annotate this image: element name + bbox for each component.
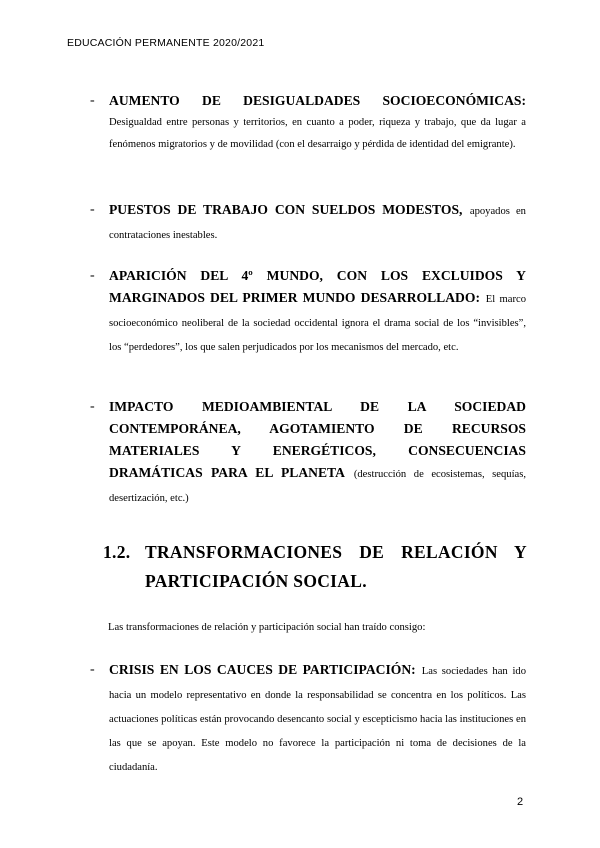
section-number: 1.2.	[103, 542, 131, 562]
list-dash: -	[90, 202, 95, 217]
item-heading: IMPACTO MEDIOAMBIENTAL DE LA SOCIEDAD CONTEMPORÁNEA, AGOTAMIENTO DE RECURSOS MATERIALES Y ENERGÉTICOS, CONSECUENCIAS DRAMÁTICAS PARA EL PLANETA	[109, 399, 526, 480]
page-number: 2	[517, 796, 524, 808]
list-item	[90, 199, 526, 247]
intro-paragraph: Las transformaciones de relación y participación social han traído consigo:	[108, 622, 426, 633]
item-text: Desigualdad entre personas y territorios, en cuanto a poder, riqueza y trabajo, que da lugar a fenómenos migratorios y de movilidad (con el desarraigo y pérdida de identidad del emigrante).	[109, 117, 526, 150]
item-heading-line1: APARICIÓN DEL 4º MUNDO, CON LOS EXCLUIDOS Y	[109, 268, 526, 283]
item-text: apoyados en contrataciones inestables.	[109, 206, 526, 241]
section-title-line2: PARTICIPACIÓN SOCIAL.	[145, 571, 367, 591]
list-item	[90, 90, 526, 156]
item-heading: CRISIS EN LOS CAUCES DE PARTICIPACIÓN:	[109, 662, 416, 677]
item-heading: PUESTOS DE TRABAJO CON SUELDOS MODESTOS,	[109, 202, 463, 217]
item-text: Las sociedades han ido hacia un modelo representativo en donde la responsabilidad se concentra en los políticos. Las actuaciones políticas están provocando desencanto social y escepticismo hacia las instituciones en las que se apoyan. Este modelo no favorece la participación ni toma de decisiones de la ciudadanía.	[109, 666, 527, 773]
item-text: (destrucción de ecosistemas, sequías, desertización, etc.)	[109, 469, 527, 504]
item-heading-line2: MARGINADOS DEL PRIMER MUNDO DESARROLLADO:	[109, 290, 480, 305]
list-dash: -	[90, 93, 95, 108]
item-heading: AUMENTO DE DESIGUALDADES SOCIOECONÓMICAS:	[109, 93, 526, 108]
section-title-line1: TRANSFORMACIONES DE RELACIÓN Y	[145, 542, 527, 562]
section-heading	[103, 538, 527, 596]
list-dash: -	[90, 268, 95, 283]
list-item	[90, 659, 526, 779]
item-text: El marco socioeconómico neoliberal de la sociedad occidental ignora el drama social de los “invisibles”, los “perdedores”, los que salen perjudicados por los mecanismos del mercado, etc.	[109, 294, 527, 353]
page-header: EDUCACIÓN PERMANENTE 2020/2021	[67, 37, 265, 49]
list-dash: -	[90, 662, 95, 677]
list-item	[90, 396, 526, 510]
list-item	[90, 265, 526, 359]
list-dash: -	[90, 399, 95, 414]
